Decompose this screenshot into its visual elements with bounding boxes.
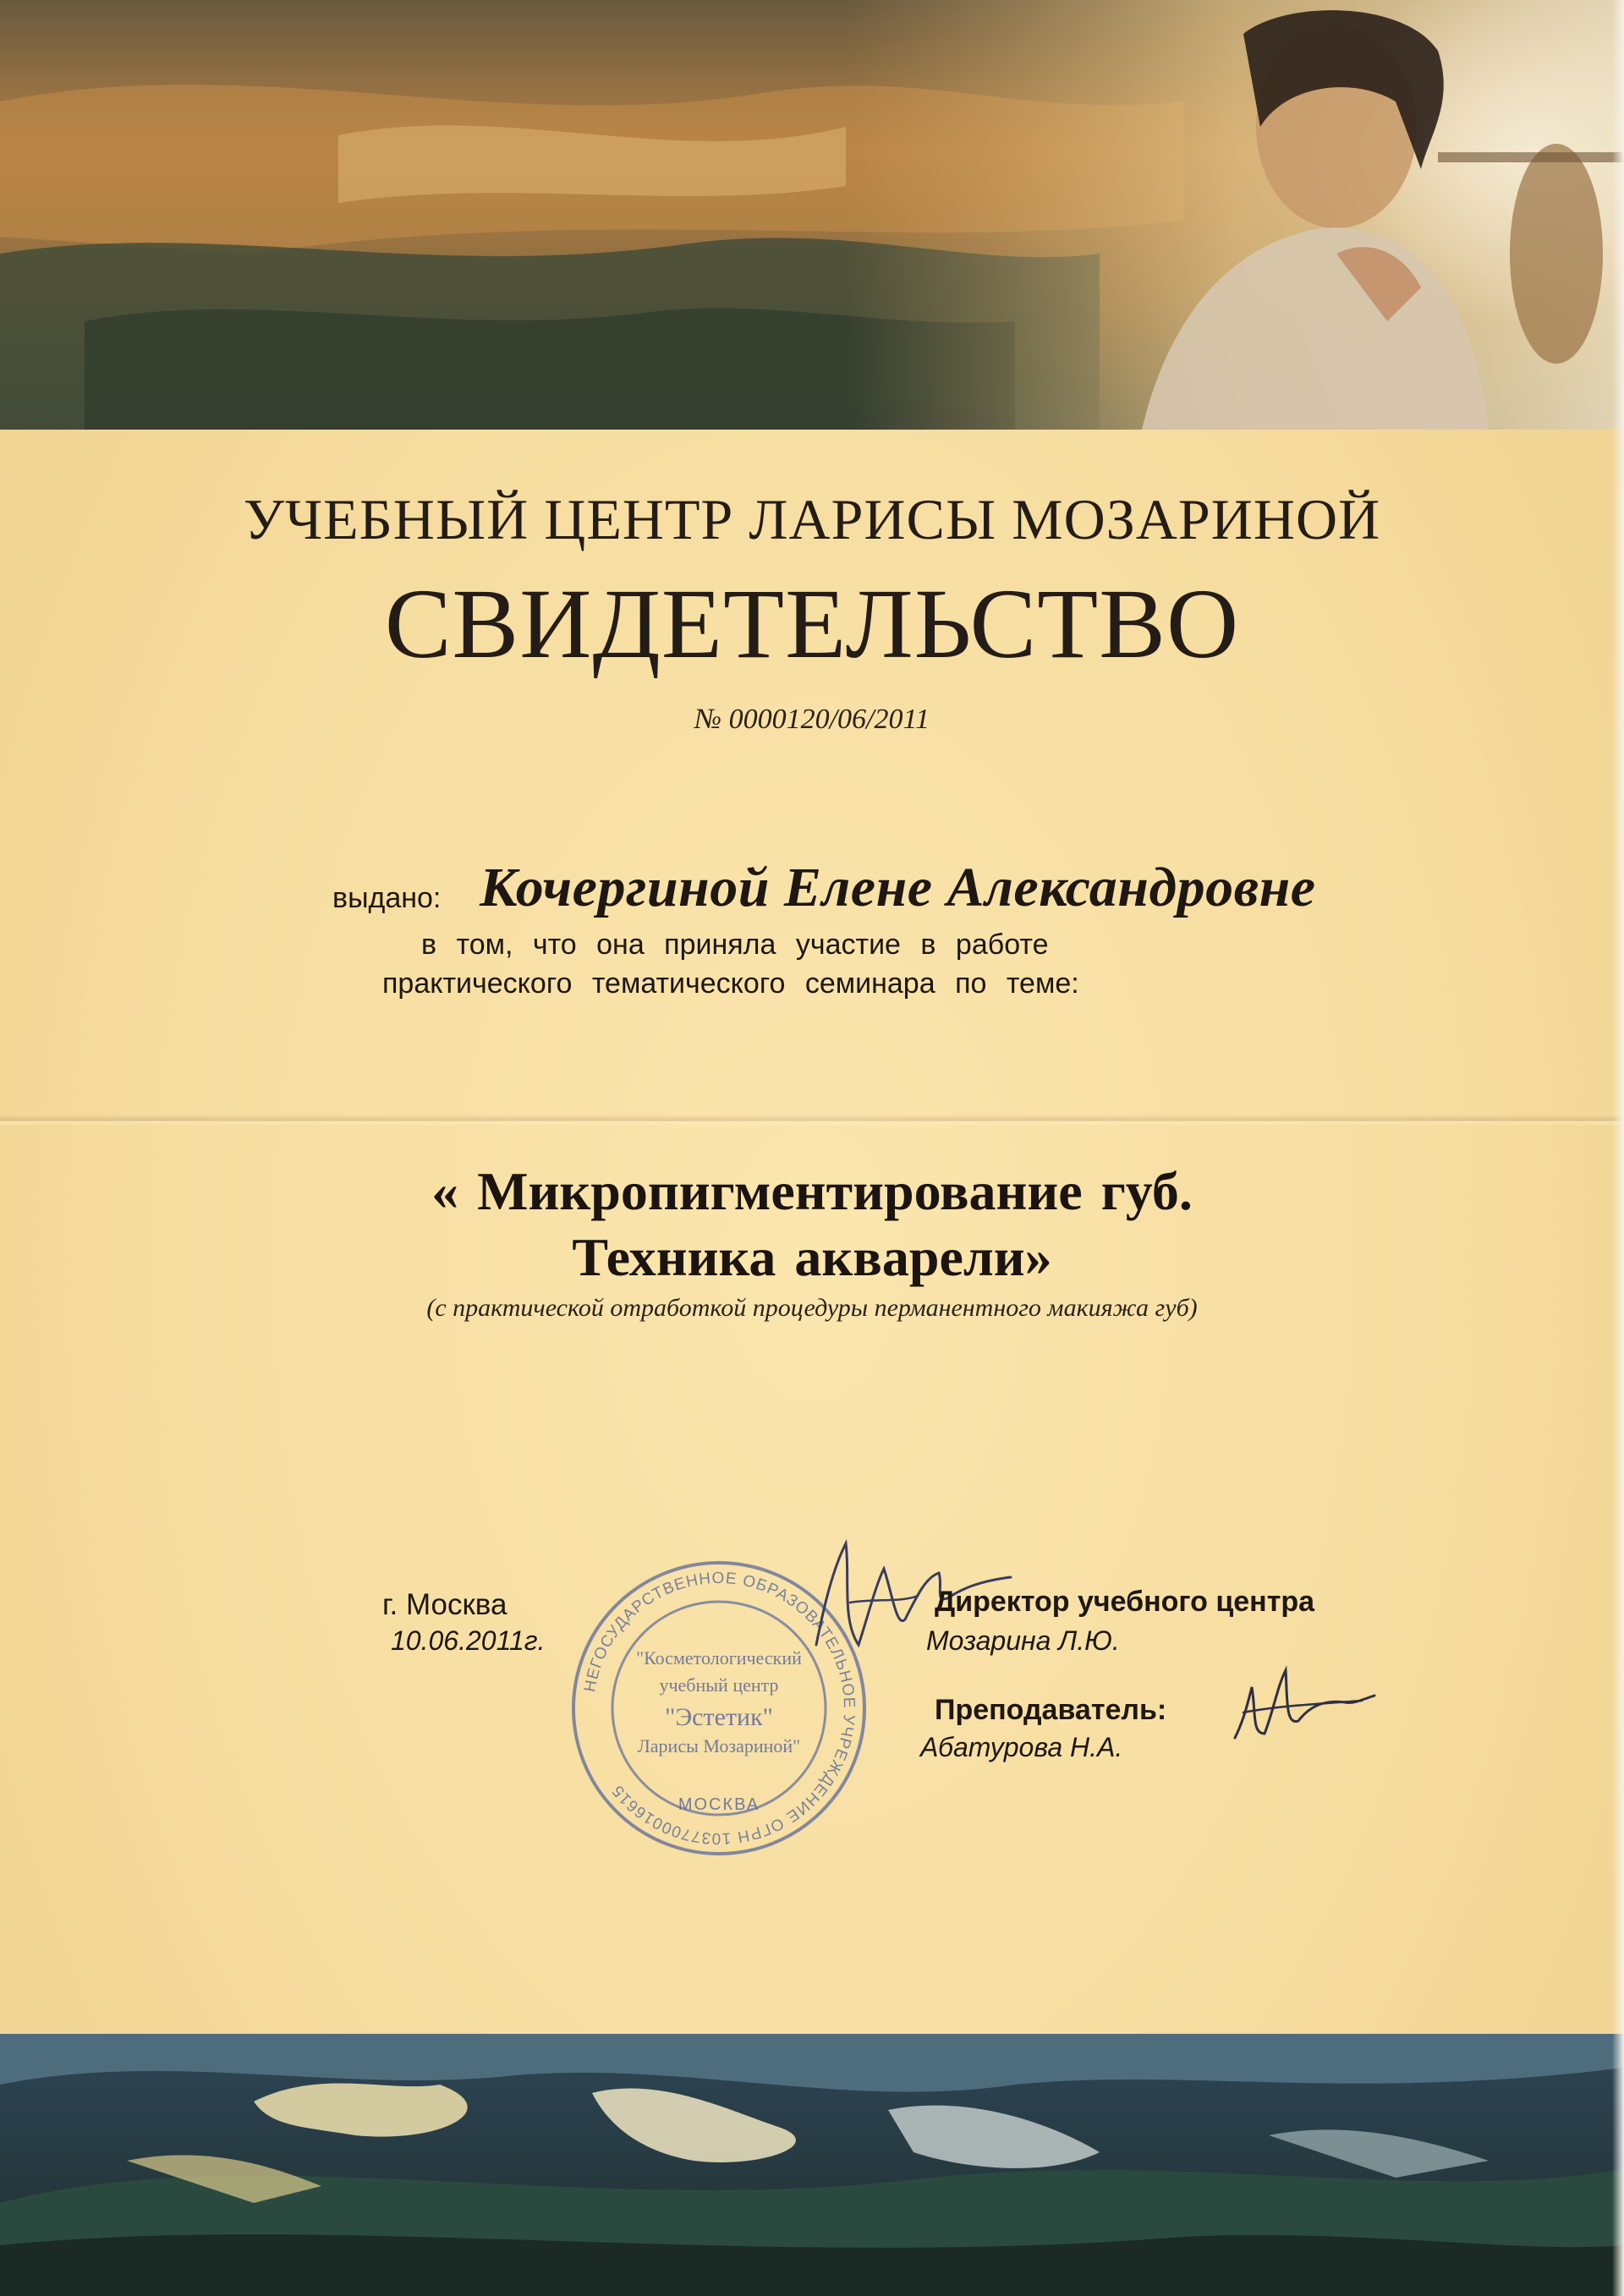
issue-date: 10.06.2011г. [391,1625,546,1656]
stamp-bottom-text: МОСКВА [678,1795,760,1814]
stamp-line-4: Ларисы Мозариной" [637,1735,801,1756]
director-name: Мозарина Л.Ю. [926,1625,1120,1656]
teacher-name: Абатурова Н.А. [920,1732,1123,1762]
teacher-title: Преподаватель: [935,1694,1167,1726]
seminar-topic-line-1: « Микропигментирование губ. [431,1161,1193,1221]
director-title: Директор учебного центра [935,1586,1315,1618]
city: г. Москва [382,1588,508,1621]
body-text-line-2: практического тематического семинара по теме: [382,967,1079,1000]
teacher-signature [1226,1653,1379,1755]
bottom-painting [0,2034,1624,2296]
seminar-topic-note: (с практической отработкой процедуры перманентного макияжа губ) [426,1294,1198,1322]
body-text-line-1: в том, что она приняла участие в работе [421,929,1049,961]
top-painting [0,0,1624,430]
issued-label: выдано: [332,882,442,914]
certificate-title: СВИДЕТЕЛЬСТВО [384,568,1240,679]
seminar-topic-line-2: Техника акварели» [572,1227,1052,1287]
certificate-number: № 0000120/06/2011 [694,704,930,735]
scan-edge [1612,0,1624,2296]
stamp-outer-text: НЕГОСУДАРСТВЕННОЕ ОБРАЗОВАТЕЛЬНОЕ УЧРЕЖДЕНИЕ ОГРН 1037700016615 [581,1569,859,1848]
recipient-name: Кочергиной Елене Александровне [480,857,1316,918]
stamp-line-3: "Эстетик" [665,1703,773,1731]
organization-name: УЧЕБНЫЙ ЦЕНТР ЛАРИСЫ МОЗАРИНОЙ [243,487,1381,551]
paper-fold-line [0,1115,1624,1126]
stamp-line-2: учебный центр [659,1674,779,1696]
stamp-line-1: "Косметологический [636,1647,802,1669]
